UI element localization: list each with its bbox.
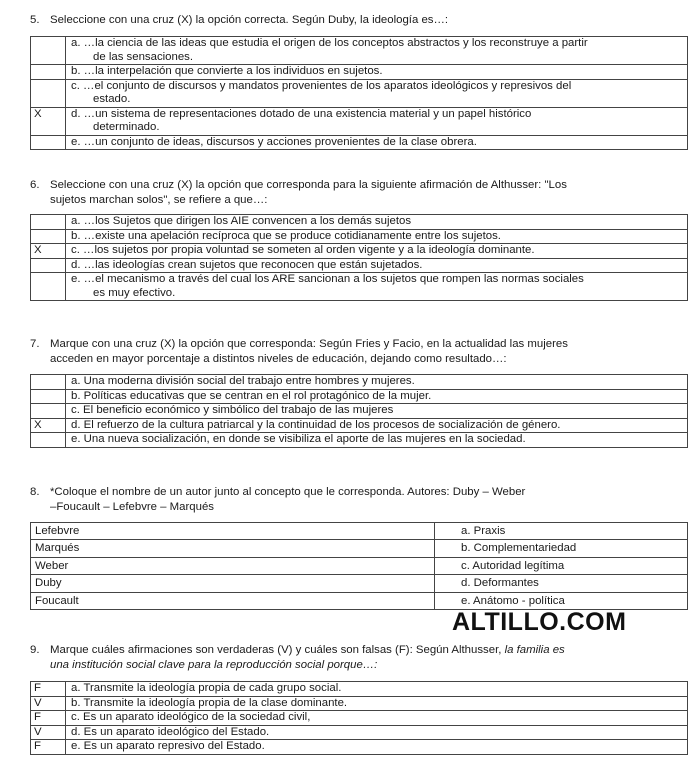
option-text-cont: estado. <box>93 93 131 105</box>
option-text: Es un aparato represivo del Estado. <box>83 740 265 752</box>
option-cell <box>66 725 688 740</box>
option-text: Una moderna división social del trabajo entre hombres y mujeres. <box>83 375 415 387</box>
option-cell <box>66 37 688 65</box>
option-text: El refuerzo de la cultura patriarcal y la continuidad de los procesos de socialización de género. <box>83 418 561 431</box>
option-cell <box>66 107 688 135</box>
question-8 <box>30 485 688 515</box>
site-watermark: ALTILLO.COM <box>452 608 627 636</box>
option-text: …la interpelación que convierte a los individuos en sujetos. <box>83 65 383 77</box>
options-table-q7 <box>30 374 688 448</box>
table-row <box>31 375 688 390</box>
author-cell[interactable]: Lefebvre <box>31 523 435 540</box>
question-prompt: *Coloque el nombre de un autor junto al concepto que le corresponda. Autores: Duby – Weber <box>50 486 526 498</box>
option-letter: d. <box>71 258 81 271</box>
concept-cell: a. Praxis <box>435 523 688 540</box>
table-row <box>31 557 688 574</box>
question-number: 6. <box>30 179 40 191</box>
concept-cell: b. Complementariedad <box>435 540 688 557</box>
option-text: …existe una apelación recíproca que se produce cotidianamente entre los sujetos. <box>83 229 501 242</box>
option-text: …un conjunto de ideas, discursos y acciones provenientes de la clase obrera. <box>83 135 477 148</box>
option-cell <box>66 740 688 755</box>
table-row <box>31 135 688 150</box>
option-text: Una nueva socialización, en donde se visibiliza el aporte de las mujeres en la sociedad. <box>83 433 526 445</box>
answer-cell[interactable]: V <box>31 725 66 740</box>
option-letter: c. <box>71 711 80 723</box>
option-text: Transmite la ideología propia de cada grupo social. <box>83 682 342 694</box>
option-letter: a. <box>71 37 81 49</box>
table-row <box>31 682 688 697</box>
option-text: Transmite la ideología propia de la clase dominante. <box>83 696 348 709</box>
option-cell <box>66 258 688 273</box>
author-cell[interactable]: Foucault <box>31 592 435 609</box>
question-prompt: Seleccione con una cruz (X) la opción que corresponda para la siguiente afirmación de Althusser: "Los <box>50 179 567 191</box>
option-cell <box>66 696 688 711</box>
table-row <box>31 523 688 540</box>
option-cell <box>66 389 688 404</box>
question-prompt-cont-italic: una institución social clave para la reproducción social porque…: <box>50 659 378 671</box>
answer-cell[interactable] <box>31 65 66 80</box>
option-letter: e. <box>71 135 81 148</box>
question-number: 5. <box>30 14 40 26</box>
option-text: …los Sujetos que dirigen los AIE convencen a los demás sujetos <box>83 215 412 227</box>
concept-cell: c. Autoridad legítima <box>435 557 688 574</box>
concept-cell: d. Deformantes <box>435 575 688 592</box>
question-number: 7. <box>30 338 40 350</box>
question-number: 8. <box>30 486 40 498</box>
answer-cell[interactable] <box>31 433 66 448</box>
question-number: 9. <box>30 644 40 656</box>
option-text-cont: es muy efectivo. <box>93 286 176 299</box>
answer-cell[interactable]: X <box>31 418 66 433</box>
option-letter: b. <box>71 65 81 77</box>
option-letter: d. <box>71 418 81 431</box>
question-7 <box>30 337 688 367</box>
question-prompt-cont: acceden en mayor porcentaje a distintos niveles de educación, dejando como resultado…: <box>50 353 507 365</box>
option-text-cont: de las sensaciones. <box>93 50 194 63</box>
question-9 <box>30 643 688 673</box>
option-text: …los sujetos por propia voluntad se someten al orden vigente y a la ideología dominante. <box>83 244 535 256</box>
answer-cell[interactable]: F <box>31 682 66 697</box>
option-cell <box>66 682 688 697</box>
answer-cell[interactable] <box>31 229 66 244</box>
option-text: …las ideologías crean sujetos que reconocen que están sujetados. <box>83 258 423 271</box>
table-row <box>31 592 688 609</box>
answer-cell[interactable]: F <box>31 711 66 726</box>
option-letter: c. <box>71 244 80 256</box>
table-row <box>31 215 688 230</box>
option-cell <box>66 418 688 433</box>
option-cell <box>66 79 688 107</box>
option-letter: e. <box>71 433 81 445</box>
answer-cell[interactable] <box>31 215 66 230</box>
option-letter: a. <box>71 375 81 387</box>
options-table-q6 <box>30 214 688 301</box>
answer-cell[interactable] <box>31 37 66 65</box>
answer-cell[interactable]: F <box>31 740 66 755</box>
table-row <box>31 389 688 404</box>
options-table-q5 <box>30 36 688 150</box>
answer-cell[interactable] <box>31 273 66 301</box>
question-prompt: Seleccione con una cruz (X) la opción correcta. Según Duby, la ideología es…: <box>50 14 449 26</box>
table-row <box>31 258 688 273</box>
option-letter: d. <box>71 107 81 120</box>
option-letter: b. <box>71 696 81 709</box>
answer-cell[interactable] <box>31 389 66 404</box>
table-row <box>31 433 688 448</box>
concept-cell: e. Anátomo - política <box>435 592 688 609</box>
options-table-q9 <box>30 681 688 755</box>
table-row <box>31 725 688 740</box>
table-row <box>31 37 688 65</box>
option-letter: b. <box>71 389 81 402</box>
answer-cell[interactable]: X <box>31 244 66 259</box>
author-cell[interactable]: Duby <box>31 575 435 592</box>
author-cell[interactable]: Marqués <box>31 540 435 557</box>
option-letter: b. <box>71 229 81 242</box>
question-prompt-cont <box>30 658 688 673</box>
option-text: Es un aparato ideológico de la sociedad civil, <box>83 711 311 723</box>
author-cell[interactable]: Weber <box>31 557 435 574</box>
option-letter: a. <box>71 215 81 227</box>
table-row <box>31 711 688 726</box>
table-row <box>31 418 688 433</box>
option-cell <box>66 711 688 726</box>
option-letter: a. <box>71 682 81 694</box>
option-cell <box>66 404 688 419</box>
answer-cell[interactable] <box>31 375 66 390</box>
table-row <box>31 244 688 259</box>
option-cell <box>66 229 688 244</box>
answer-cell[interactable]: V <box>31 696 66 711</box>
option-cell <box>66 375 688 390</box>
answer-cell[interactable] <box>31 79 66 107</box>
option-letter: c. <box>71 404 80 416</box>
option-text: Es un aparato ideológico del Estado. <box>83 725 270 738</box>
table-row <box>31 229 688 244</box>
option-cell <box>66 273 688 301</box>
question-5 <box>30 13 688 28</box>
option-text-cont: determinado. <box>93 121 160 133</box>
question-prompt-cont: sujetos marchan solos", se refiere a que…: <box>50 194 268 206</box>
table-row <box>31 540 688 557</box>
option-cell <box>66 244 688 259</box>
table-row <box>31 273 688 301</box>
author-concept-table <box>30 522 688 610</box>
question-prompt-cont: –Foucault – Lefebvre – Marqués <box>50 501 214 513</box>
answer-cell[interactable] <box>31 135 66 150</box>
option-text: …el conjunto de discursos y mandatos provenientes de los aparatos ideológicos y represivos del <box>83 79 572 92</box>
table-row <box>31 79 688 107</box>
question-prompt: Marque cuáles afirmaciones son verdaderas (V) y cuáles son falsas (F): Según Althusser, <box>50 644 502 656</box>
question-prompt: Marque con una cruz (X) la opción que corresponda: Según Fries y Facio, en la actualidad las mujeres <box>50 338 568 350</box>
option-cell <box>66 433 688 448</box>
option-text: Políticas educativas que se centran en el rol protagónico de la mujer. <box>83 389 432 402</box>
answer-cell[interactable]: X <box>31 107 66 135</box>
option-letter: c. <box>71 79 80 92</box>
table-row <box>31 107 688 135</box>
answer-cell[interactable] <box>31 404 66 419</box>
table-row <box>31 65 688 80</box>
table-row <box>31 575 688 592</box>
option-text: El beneficio económico y simbólico del trabajo de las mujeres <box>83 404 394 416</box>
table-row <box>31 696 688 711</box>
option-letter: e. <box>71 273 81 285</box>
option-letter: d. <box>71 725 81 738</box>
table-row <box>31 740 688 755</box>
option-text: …un sistema de representaciones dotado de una existencia material y un papel histórico <box>83 107 532 120</box>
option-cell <box>66 135 688 150</box>
table-row <box>31 404 688 419</box>
question-6 <box>30 178 688 208</box>
option-letter: e. <box>71 740 81 752</box>
question-prompt-italic: la familia es <box>504 644 565 656</box>
option-cell <box>66 215 688 230</box>
option-text: …el mecanismo a través del cual los ARE sancionan a los sujetos que rompen las normas sociales <box>83 273 584 285</box>
answer-cell[interactable] <box>31 258 66 273</box>
option-text: …la ciencia de las ideas que estudia el origen de los conceptos abstractos y los reconstruye a partir <box>83 37 588 49</box>
option-cell <box>66 65 688 80</box>
